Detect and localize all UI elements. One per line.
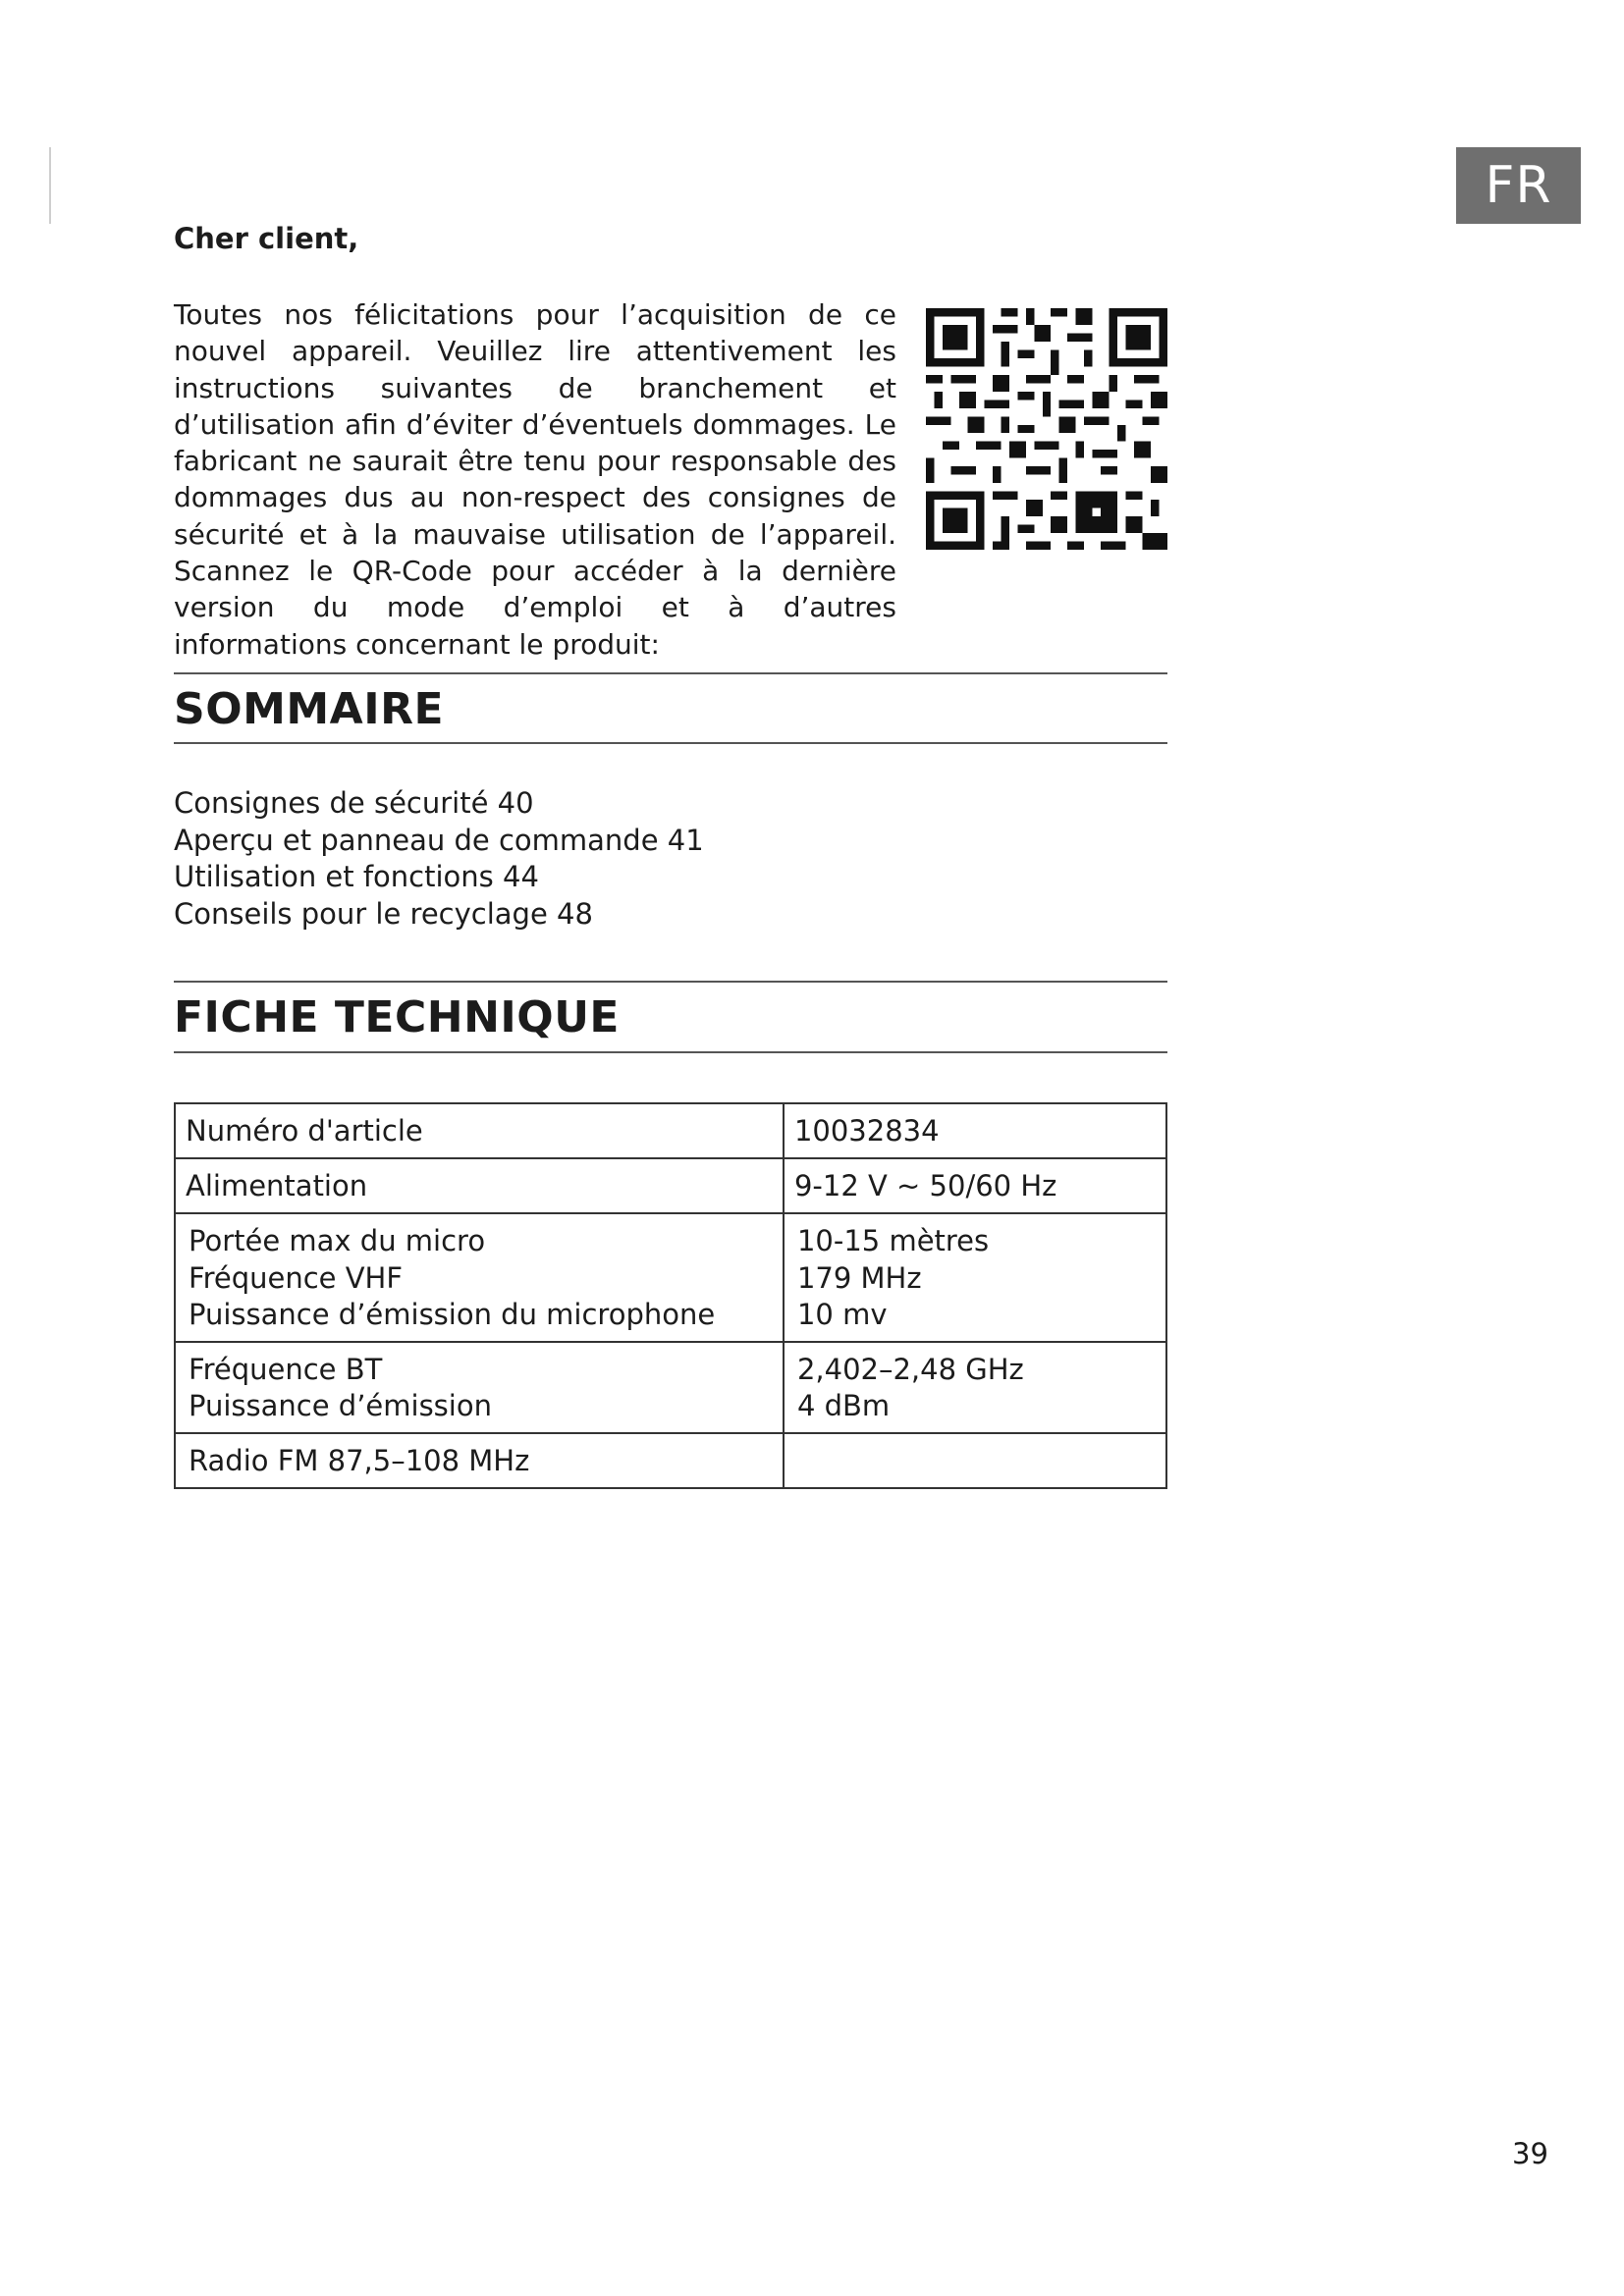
toc-item: Consignes de sécurité 40 [174,786,534,820]
spec-value: 10 mv [796,1298,888,1331]
toc-item: Conseils pour le recyclage 48 [174,896,593,931]
qr-code-icon [926,306,1167,552]
table-row [175,1342,1166,1433]
spec-value: 179 MHz [796,1260,922,1295]
spec-value-group [784,1342,1166,1433]
spec-value-empty [784,1433,1166,1488]
language-badge: FR [1456,147,1581,224]
summary-title: SOMMAIRE [174,684,445,734]
spec-label: Puissance d’émission [189,1389,492,1422]
spec-value: 10032834 [784,1103,1166,1158]
specs-bottom-rule [174,1051,1167,1053]
specs-top-rule [174,981,1167,983]
table-row [175,1213,1166,1342]
toc-item: Aperçu et panneau de commande 41 [174,823,704,857]
table-row [175,1433,1166,1488]
spec-label: Portée max du micro [189,1224,486,1257]
margin-line [49,147,51,224]
spec-label: Fréquence BT [189,1352,383,1386]
toc-item: Utilisation et fonctions 44 [174,860,539,893]
spec-label: Fréquence VHF [189,1260,404,1295]
page-number: 39 [1512,2137,1548,2170]
spec-label: Alimentation [175,1158,784,1213]
intro-paragraph: Toutes nos félicitations pour l’acquisition de ce nouvel appareil. Veuillez lire attentivement les instructions suivantes de branchement et d’utilisation afin d’éviter d’éventuels dommages. Le fabricant ne saurait être tenu pour responsable des dommages dus au non-respect des consignes de sécurité et à la mauvaise utilisation de l’appareil. Scannez le QR-Code pour accéder à la dernière version du mode d’emploi et à d’autres informations concernant le produit: [174,298,896,661]
summary-bottom-rule [174,742,1167,744]
spec-value: 9-12 V ~ 50/60 Hz [784,1158,1166,1213]
spec-value: 4 dBm [796,1389,891,1422]
spec-value: 2,402–2,48 GHz [796,1352,1024,1386]
spec-table [174,1102,1167,1489]
spec-label: Radio FM 87,5–108 MHz [175,1433,784,1488]
spec-value-group [784,1213,1166,1342]
table-of-contents [174,785,704,933]
spec-label-group [175,1342,784,1433]
table-row [175,1103,1166,1158]
specs-title: FICHE TECHNIQUE [174,992,620,1042]
summary-top-rule [174,672,1167,674]
spec-value: 10-15 mètres [796,1224,990,1257]
spec-label: Numéro d'article [175,1103,784,1158]
table-row [175,1158,1166,1213]
spec-label-group [175,1213,784,1342]
spec-label: Puissance d’émission du microphone [189,1298,716,1331]
greeting: Cher client, [174,222,359,255]
